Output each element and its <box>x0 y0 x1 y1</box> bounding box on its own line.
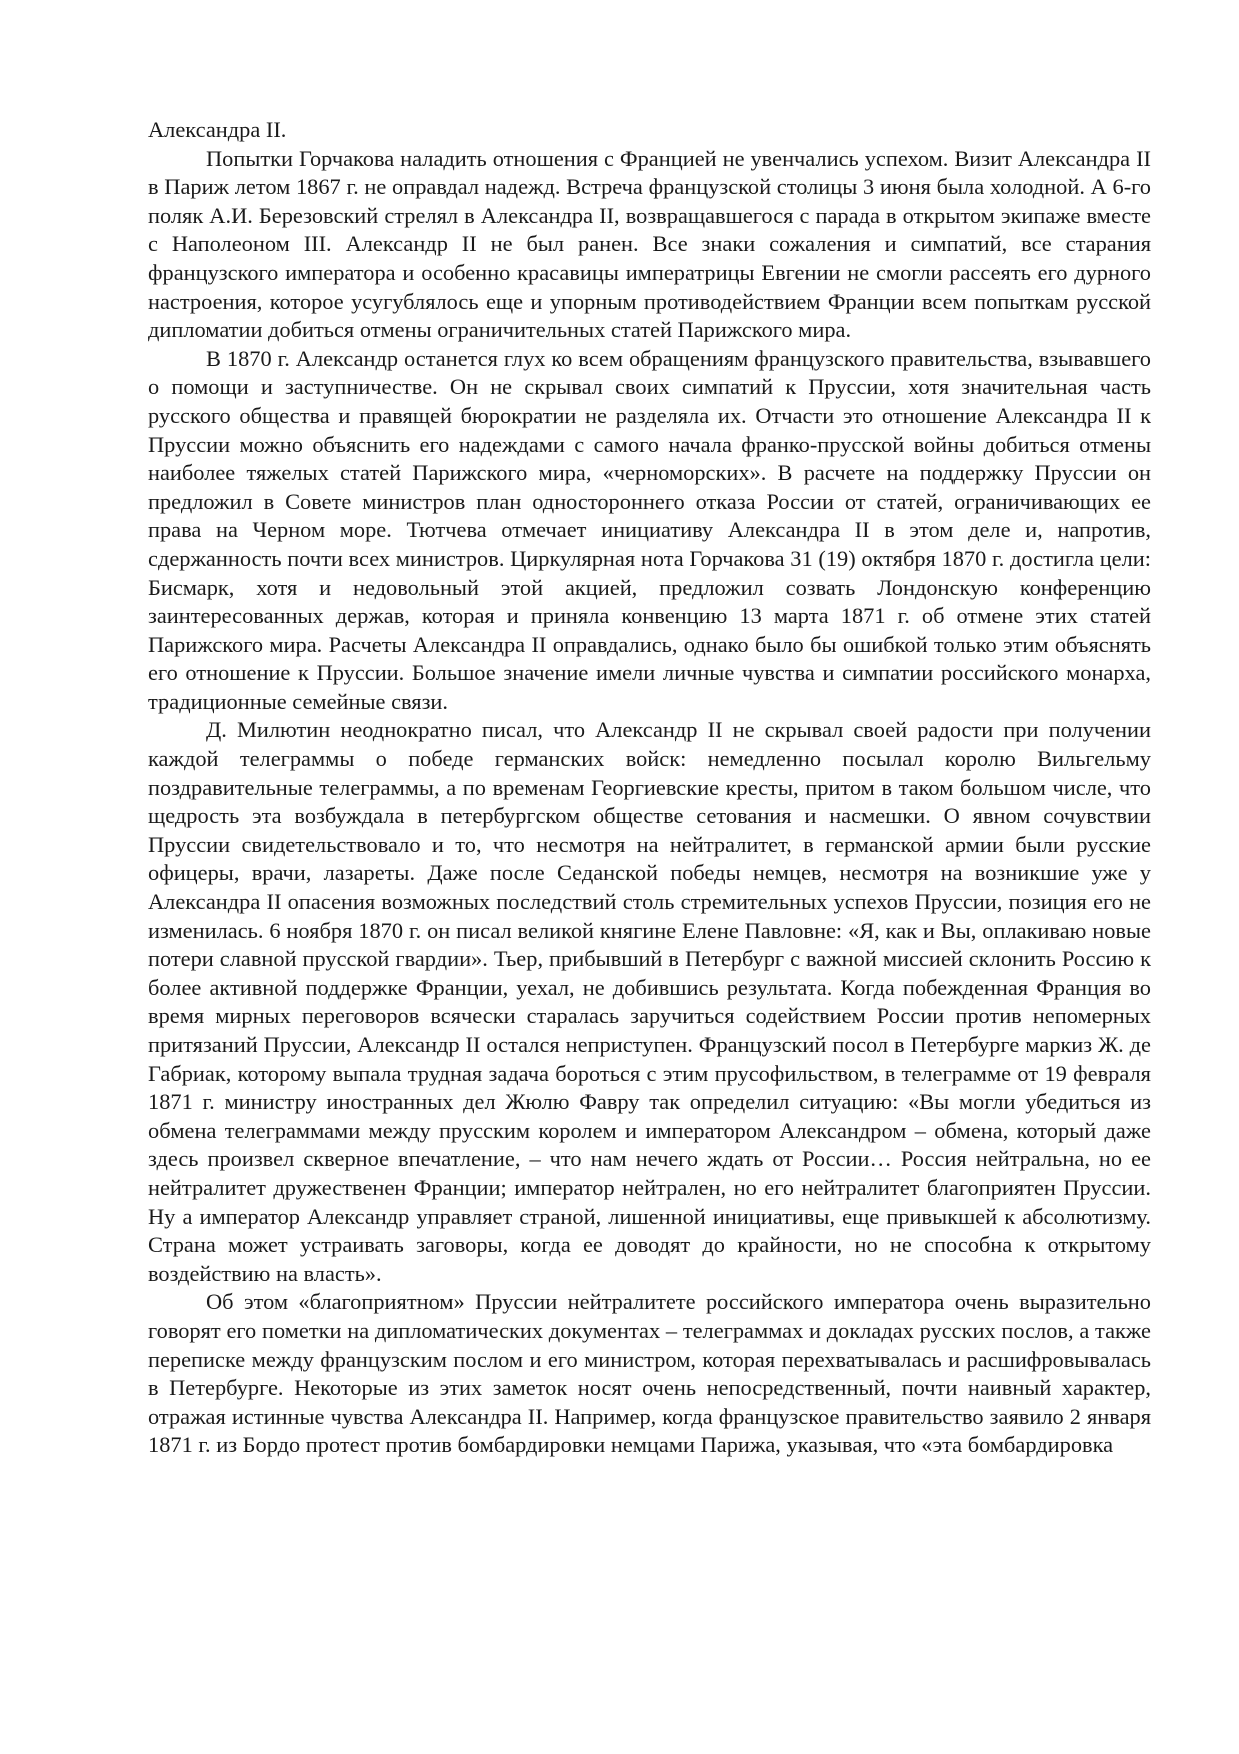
paragraph-gorchakov-france: Попытки Горчакова наладить отношения с Францией не увенчались успехом. Визит Александра II в Париж летом 1867 г. не оправдал надежд. Встреча французской столицы 3 июня была холодной. А 6-го поляк А.И. Березовский стрелял в Александра II, возвращавшегося с парада в открытом экипаже вместе с Наполеоном III. Александр II не был ранен. Все знаки сожаления и симпатий, все старания французского императора и особенно красавицы императрицы Евгении не смогли рассеять его дурного настроения, которое усугублялось еще и упорным противодействием Франции всем попыткам русской дипломатии добиться отмены ограничительных статей Парижского мира. <box>148 145 1151 343</box>
paragraph-continuation: Александра II. <box>148 117 287 142</box>
paragraph-neutrality-notes: Об этом «благоприятном» Пруссии нейтралитете российского императора очень выразительно говорят его пометки на дипломатических документах – телеграммах и докладах русских послов, а также переписке между французским послом и его министром, которая перехватывалась и расшифровывалась в Петербурге. Некоторые из этих заметок носят очень непосредственный, почти наивный характер, отражая истинные чувства Александра II. Например, когда французское правительство заявило 2 января 1871 г. из Бордо протест против бомбардировки немцами Парижа, указывая, что «эта бомбардировка <box>148 1289 1151 1458</box>
paragraph-milyutin: Д. Милютин неоднократно писал, что Александр II не скрывал своей радости при получении каждой телеграммы о победе германских войск: немедленно посылал королю Вильгельму поздравительные телеграммы, а по временам Георгиевские кресты, притом в таком большом числе, что щедрость эта возбуждала в петербургском обществе сетования и насмешки. О явном сочувствии Пруссии свидетельствовало и то, что несмотря на нейтралитет, в германской армии были русские офицеры, врачи, лазареты. Даже после Седанской победы немцев, несмотря на возникшие уже у Александра II опасения возможных последствий столь стремительных успехов Пруссии, позиция его не изменилась. 6 ноября 1870 г. он писал великой княгине Елене Павловне: «Я, как и Вы, оплакиваю новые потери славной прусской гвардии». Тьер, прибывший в Петербург с важной миссией склонить Россию к более активной поддержке Франции, уехал, не добившись результата. Когда побежденная Франция во время мирных переговоров всячески старалась заручиться содействием России против непомерных притязаний Пруссии, Александр II остался неприступен. Французский посол в Петербурге маркиз Ж. де Габриак, которому выпала трудная задача бороться с этим прусофильством, в телеграмме от 19 февраля 1871 г. министру иностранных дел Жюлю Фавру так определил ситуацию: «Вы могли убедиться из обмена телеграммами между прусским королем и императором Александром – обмена, который даже здесь произвел скверное впечатление, – что нам нечего ждать от России… Россия нейтральна, но ее нейтралитет дружественен Франции; император нейтрален, но его нейтралитет благоприятен Пруссии. Ну а император Александр управляет страной, лишенной инициативы, еще привыкшей к абсолютизму. Страна может устраивать заговоры, когда ее доводят до крайности, но не способна к открытому воздействию на власть». <box>148 717 1151 1286</box>
paragraph-1870-prussia: В 1870 г. Александр останется глух ко всем обращениям французского правительства, взывавшего о помощи и заступничестве. Он не скрывал своих симпатий к Пруссии, хотя значительная часть русского общества и правящей бюрократии не разделяла их. Отчасти это отношение Александра II к Пруссии можно объяснить его надеждами с самого начала франко-прусской войны добиться отмены наиболее тяжелых статей Парижского мира, «черноморских». В расчете на поддержку Пруссии он предложил в Совете министров план одностороннего отказа России от статей, ограничивающих ее права на Черном море. Тютчева отмечает инициативу Александра II в этом деле и, напротив, сдержанность почти всех министров. Циркулярная нота Горчакова 31 (19) октября 1870 г. достигла цели: Бисмарк, хотя и недовольный этой акцией, предложил созвать Лондонскую конференцию заинтересованных держав, которая и приняла конвенцию 13 марта 1871 г. об отмене этих статей Парижского мира. Расчеты Александра II оправдались, однако было бы ошибкой только этим объяснять его отношение к Пруссии. Большое значение имели личные чувства и симпатии российского монарха, традиционные семейные связи. <box>148 345 1151 714</box>
document-page <box>148 116 1151 1460</box>
